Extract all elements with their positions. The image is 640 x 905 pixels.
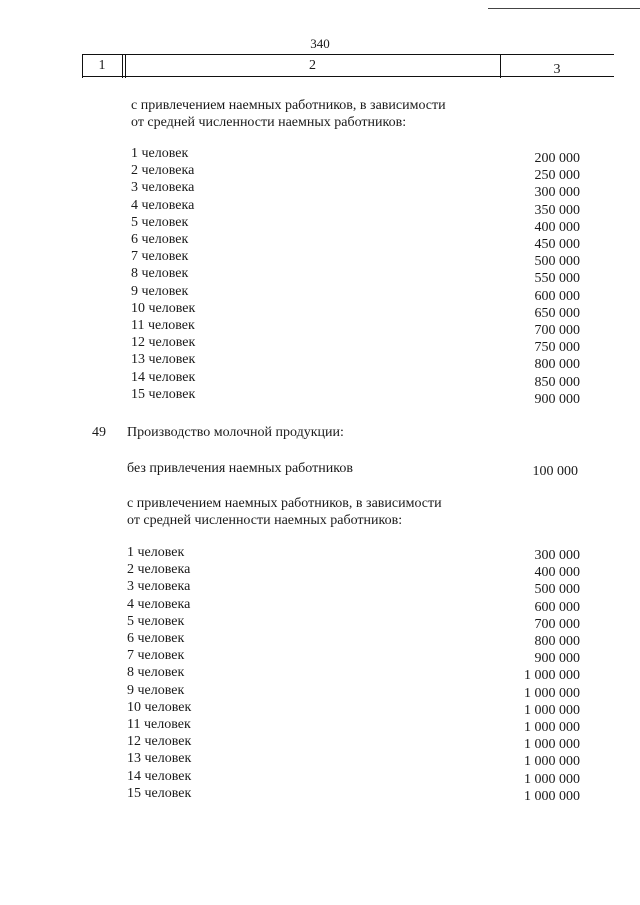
header-top-border — [82, 54, 614, 55]
row-value: 300 000 — [534, 185, 580, 201]
row-label: 8 человек — [127, 665, 185, 681]
column-header-row — [82, 54, 614, 80]
row-label: 11 человек — [127, 717, 191, 732]
row-value: 250 000 — [534, 168, 580, 184]
row-value: 1 000 000 — [524, 668, 580, 684]
row-value: 900 000 — [534, 651, 580, 667]
row-value: 1 000 000 — [524, 754, 580, 770]
row-label: 10 человек — [127, 699, 192, 715]
row-label: 10 человек — [131, 300, 196, 316]
row-value: 1 000 000 — [524, 720, 580, 735]
row-value: 1 000 000 — [524, 788, 580, 804]
row-label: 14 человек — [131, 369, 196, 385]
row-label: 8 человек — [131, 266, 189, 282]
row-value: 300 000 — [534, 548, 580, 563]
row-label: 7 человек — [131, 249, 189, 265]
row-value: 450 000 — [534, 237, 580, 252]
page-number: 340 — [310, 36, 330, 51]
row-label: 15 человек — [127, 785, 192, 801]
row-value: 800 000 — [534, 357, 580, 373]
section1-intro-line2: от средней численности наемных работников: — [131, 115, 407, 130]
no-hired-value: 100 000 — [532, 464, 578, 479]
row-label: 1 человек — [127, 545, 185, 560]
row-value: 1 000 000 — [524, 685, 580, 701]
row-label: 13 человек — [127, 751, 192, 767]
row-value: 1 000 000 — [524, 737, 580, 753]
item-title: Производство молочной продукции: — [127, 425, 344, 440]
row-label: 4 человека — [127, 596, 191, 612]
row-value: 750 000 — [534, 340, 580, 356]
row-value: 400 000 — [534, 565, 580, 581]
row-value: 900 000 — [534, 391, 580, 407]
item49-intro-line2: от средней численности наемных работников: — [127, 513, 403, 528]
row-value: 650 000 — [534, 305, 580, 321]
row-value: 1 000 000 — [524, 702, 580, 718]
row-label: 5 человек — [127, 613, 185, 629]
row-value: 600 000 — [534, 599, 580, 615]
row-value: 800 000 — [534, 634, 580, 649]
row-value: 850 000 — [534, 374, 580, 390]
header-col-3: 3 — [553, 62, 561, 77]
row-value: 700 000 — [534, 323, 580, 338]
row-label: 5 человек — [131, 214, 189, 230]
row-label: 4 человека — [131, 197, 195, 213]
row-value: 1 000 000 — [524, 771, 580, 787]
row-label: 12 человек — [127, 734, 192, 750]
item-number: 49 — [92, 425, 106, 440]
row-label: 2 человека — [127, 562, 191, 578]
row-label: 1 человек — [131, 146, 189, 161]
row-value: 500 000 — [534, 582, 580, 598]
row-label: 15 человек — [131, 386, 196, 402]
row-value: 600 000 — [534, 288, 580, 304]
row-label: 13 человек — [131, 352, 196, 368]
row-value: 200 000 — [534, 151, 580, 166]
row-label: 9 человек — [131, 283, 189, 299]
section1-intro-line1: с привлечением наемных работников, в зависимости — [131, 98, 446, 113]
row-value: 350 000 — [534, 202, 580, 218]
row-value: 550 000 — [534, 271, 580, 287]
row-label: 3 человека — [131, 180, 195, 196]
row-label: 7 человек — [127, 648, 185, 664]
row-label: 9 человек — [127, 682, 185, 698]
header-divider — [122, 54, 123, 78]
row-value: 400 000 — [534, 219, 580, 235]
top-edge-rule — [488, 8, 640, 9]
row-value: 500 000 — [534, 254, 580, 270]
row-label: 6 человек — [131, 232, 189, 247]
row-label: 11 человек — [131, 318, 195, 333]
row-label: 2 человека — [131, 163, 195, 179]
row-label: 12 человек — [131, 335, 196, 351]
header-col-2: 2 — [309, 58, 316, 73]
item49-intro-line1: с привлечением наемных работников, в зависимости — [127, 496, 442, 511]
header-col-1: 1 — [98, 58, 106, 73]
row-label: 3 человека — [127, 579, 191, 595]
row-value: 700 000 — [534, 616, 580, 632]
row-label: 6 человек — [127, 631, 185, 646]
row-label: 14 человек — [127, 768, 192, 784]
no-hired-label: без привлечения наемных работников — [127, 461, 353, 476]
